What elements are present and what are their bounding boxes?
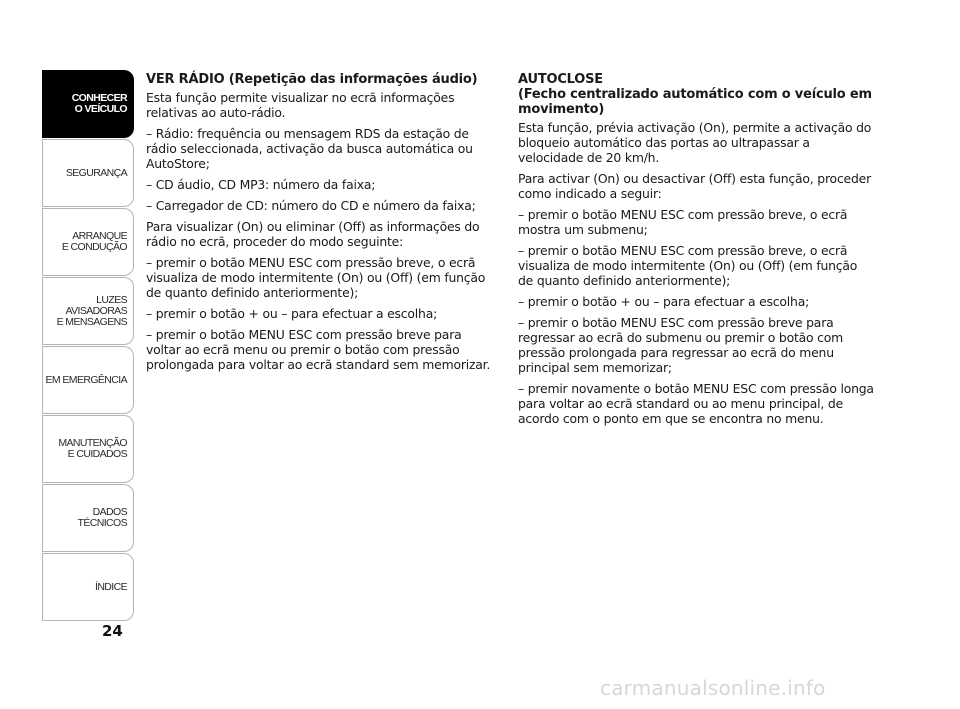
tab-label: LUZES AVISADORAS E MENSAGENS xyxy=(56,293,127,328)
tab-dados-tecnicos[interactable] xyxy=(42,484,134,552)
section-title-ver-radio: VER RÁDIO (Repetição das informações áudio) xyxy=(146,72,478,87)
paragraph: – premir novamente o botão MENU ESC com pressão longa para voltar ao ecrã standard ou ao menu principal, de acordo com o ponto em que se encontra no menu. xyxy=(518,381,874,426)
paragraph: – premir o botão + ou – para efectuar a escolha; xyxy=(518,294,810,309)
tab-indice[interactable] xyxy=(42,553,134,621)
paragraph: Para visualizar (On) ou eliminar (Off) as informações do rádio no ecrã, proceder do modo seguinte: xyxy=(146,219,480,249)
tab-em-emergencia[interactable] xyxy=(42,346,134,414)
tab-label: ÍNDICE xyxy=(95,580,127,593)
paragraph: Esta função permite visualizar no ecrã informações relativas ao auto-rádio. xyxy=(146,90,455,120)
paragraph: Esta função, prévia activação (On), permite a activação do bloqueio automático das portas ao ultrapassar a velocidade de 20 km/h. xyxy=(518,120,872,165)
tab-label: SEGURANÇA xyxy=(65,166,127,179)
watermark: carmanualsonline.info xyxy=(600,676,826,700)
tab-label: MANUTENÇÃO E CUIDADOS xyxy=(58,437,127,460)
paragraph: – premir o botão MENU ESC com pressão breve para regressar ao ecrã do submenu ou premir o botão com pressão prolongada para regressar ao ecrã do menu principal sem memorizar; xyxy=(518,315,843,375)
tab-luzes-avisadoras[interactable] xyxy=(42,277,134,345)
paragraph: – premir o botão MENU ESC com pressão breve para voltar ao ecrã menu ou premir o botão com pressão prolongada para voltar ao ecrã standard sem memorizar. xyxy=(146,327,491,372)
tab-label: CONHECER O VEÍCULO xyxy=(71,92,127,115)
paragraph: – premir o botão MENU ESC com pressão breve, o ecrã mostra um submenu; xyxy=(518,207,848,237)
tab-label: ARRANQUE E CONDUÇÃO xyxy=(61,230,127,253)
paragraph: – premir o botão + ou – para efectuar a escolha; xyxy=(146,306,438,321)
left-column xyxy=(146,72,498,378)
tab-label: DADOS TÉCNICOS xyxy=(77,506,127,529)
tab-manutencao[interactable] xyxy=(42,415,134,483)
paragraph: – CD áudio, CD MP3: número da faixa; xyxy=(146,177,376,192)
paragraph: – premir o botão MENU ESC com pressão breve, o ecrã visualiza de modo intermitente (On) ou (Off) (em função de quanto definido anteriormente); xyxy=(146,255,486,300)
chapter-sidebar xyxy=(42,70,134,622)
tab-conhecer-o-veiculo[interactable] xyxy=(42,70,134,138)
tab-arranque-e-conducao[interactable] xyxy=(42,208,134,276)
section-title-autoclose: AUTOCLOSE (Fecho centralizado automático com o veículo em movimento) xyxy=(518,72,872,117)
paragraph: – Carregador de CD: número do CD e número da faixa; xyxy=(146,198,476,213)
right-column xyxy=(518,72,874,432)
page-number: 24 xyxy=(102,622,123,640)
tab-label: EM EMERGÊNCIA xyxy=(45,373,127,386)
paragraph: – Rádio: frequência ou mensagem RDS da estação de rádio seleccionada, activação da busca automática ou AutoStore; xyxy=(146,126,473,171)
paragraph: Para activar (On) ou desactivar (Off) esta função, proceder como indicado a seguir: xyxy=(518,171,871,201)
tab-seguranca[interactable] xyxy=(42,139,134,207)
paragraph: – premir o botão MENU ESC com pressão breve, o ecrã visualiza de modo intermitente (On) ou (Off) (em função de quanto definido anteriormente); xyxy=(518,243,858,288)
